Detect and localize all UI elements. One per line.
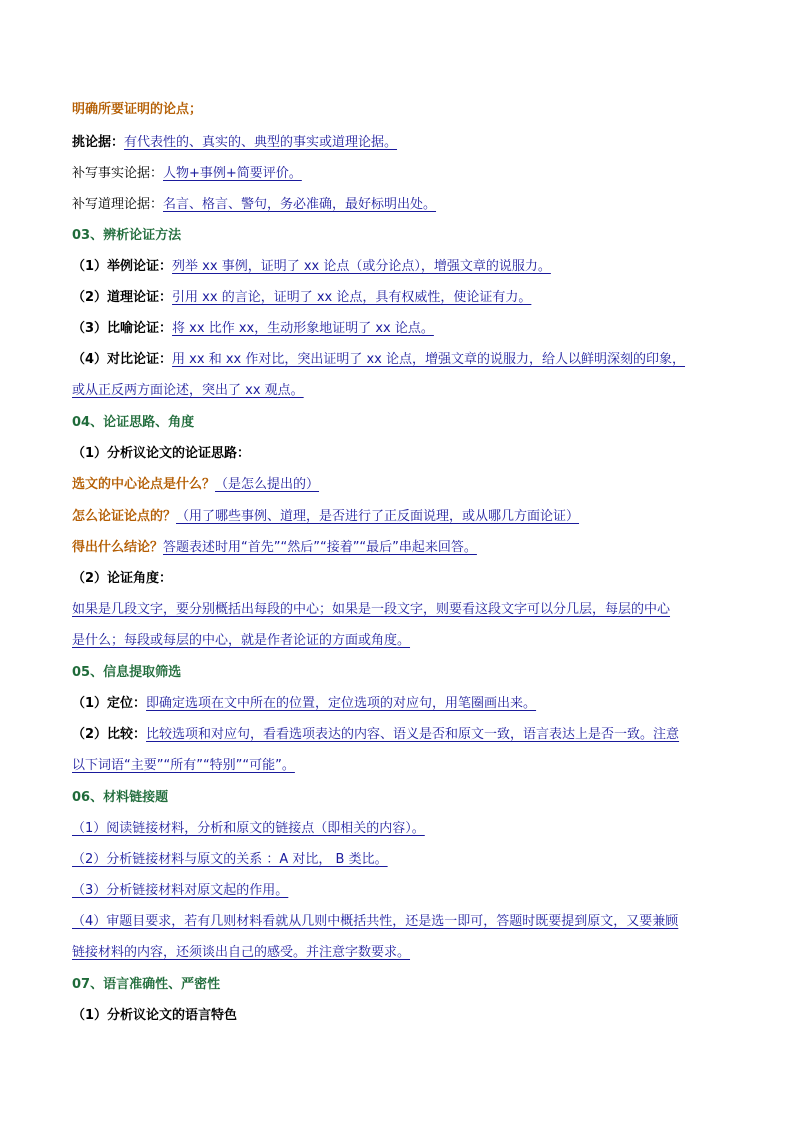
- method-1-label: （1）举例论证：: [72, 259, 173, 274]
- question-1-label: 选文的中心论点是什么？: [72, 477, 216, 492]
- choose-evidence-text: 有代表性的、真实的、典型的事实或道理论据。: [124, 135, 398, 150]
- line-reason-evidence: [72, 196, 722, 214]
- info-2-text: 比较选项和对应句，看看选项表达的内容、语义是否和原文一致，语言表达上是否一致。注意: [146, 727, 680, 742]
- question-2-label: 怎么论证论点的？: [72, 509, 177, 524]
- line-method-3: [72, 320, 722, 338]
- info-1-label: （1）定位：: [72, 696, 147, 711]
- line-info-1: [72, 695, 722, 713]
- method-4-cont-text: 或从正反两方面论述，突出了 xx 观点。: [72, 383, 304, 398]
- line-method-2: [72, 289, 722, 307]
- question-3-label: 得出什么结论？: [72, 540, 164, 555]
- line-link-1: [72, 820, 722, 838]
- method-4-label: （4）对比论证：: [72, 352, 173, 367]
- line-method-4-cont: [72, 382, 722, 400]
- line-subheading-2: [72, 570, 722, 588]
- method-1-text: 列举 xx 事例，证明了 xx 论点（或分论点），增强文章的说服力。: [172, 259, 551, 274]
- question-1-text: （是怎么提出的）: [215, 477, 320, 492]
- heading-07-text: 07、语言准确性、严密性: [72, 977, 221, 992]
- info-2-cont-text: 以下词语“主要”“所有”“特别”“可能”。: [72, 758, 295, 773]
- method-2-text: 引用 xx 的言论，证明了 xx 论点，具有权威性，使论证有力。: [172, 290, 532, 305]
- line-question-1: [72, 476, 722, 494]
- subheading-1-text: （1）分析议论文的论证思路：: [72, 446, 251, 461]
- thesis-heading: 明确所要证明的论点；: [72, 102, 203, 117]
- method-3-text: 将 xx 比作 xx，生动形象地证明了 xx 论点。: [172, 321, 434, 336]
- info-1-text: 即确定选项在文中所在的位置，定位选项的对应句，用笔圈画出来。: [146, 696, 537, 711]
- line-question-2: [72, 508, 722, 526]
- line-link-4: [72, 913, 722, 931]
- heading-04-text: 04、论证思路、角度: [72, 415, 195, 430]
- question-2-text: （用了哪些事例、道理，是否进行了正反面说理，或从哪几方面论证）: [176, 509, 580, 524]
- method-2-label: （2）道理论证：: [72, 290, 173, 305]
- reason-evidence-label: 补写道理论据：: [72, 197, 164, 212]
- line-link-2: [72, 851, 722, 869]
- subheading-2-text: （2）论证角度：: [72, 571, 173, 586]
- line-subheading-3: [72, 1007, 722, 1025]
- reason-evidence-text: 名言、格言、警句，务必准确，最好标明出处。: [163, 197, 437, 212]
- line-link-3: [72, 882, 722, 900]
- fact-evidence-text: 人物+事例+简要评价。: [163, 166, 302, 181]
- heading-05-text: 05、信息提取筛选: [72, 665, 182, 680]
- line-info-2: [72, 726, 722, 744]
- angle-para-1-text: 如果是几段文字，要分别概括出每段的中心；如果是一段文字，则要看这段文字可以分几层，每层的中心: [72, 602, 671, 617]
- line-angle-para-1: [72, 601, 722, 619]
- line-angle-para-2: [72, 632, 722, 650]
- method-4-text: 用 xx 和 xx 作对比，突出证明了 xx 论点，增强文章的说服力，给人以鲜明深刻的印象，: [172, 352, 686, 367]
- fact-evidence-label: 补写事实论据：: [72, 166, 164, 181]
- link-2-text: （2）分析链接材料与原文的关系 ：A 对比， B 类比。: [72, 852, 388, 867]
- link-1-text: （1）阅读链接材料，分析和原文的链接点（即相关的内容）。: [72, 821, 425, 836]
- info-2-label: （2）比较：: [72, 727, 147, 742]
- question-3-text: 答题表述时用“首先”“然后”“接着”“最后”串起来回答。: [163, 540, 477, 555]
- section-heading-05: [72, 664, 722, 682]
- choose-evidence-label: 挑论据：: [72, 135, 125, 150]
- line-method-1: [72, 258, 722, 276]
- heading-03-text: 03、辨析论证方法: [72, 228, 182, 243]
- line-choose-evidence: [72, 134, 722, 152]
- line-method-4: [72, 351, 722, 369]
- method-3-label: （3）比喻论证：: [72, 321, 173, 336]
- line-info-2-cont: [72, 757, 722, 775]
- heading-06-text: 06、材料链接题: [72, 790, 169, 805]
- subheading-3-text: （1）分析议论文的语言特色: [72, 1008, 238, 1023]
- section-heading-03: [72, 227, 722, 245]
- angle-para-2-text: 是什么；每段或每层的中心，就是作者论证的方面或角度。: [72, 633, 411, 648]
- section-heading-04: [72, 414, 722, 432]
- line-link-4-cont: [72, 944, 722, 962]
- line-question-3: [72, 539, 722, 557]
- line-fact-evidence: [72, 165, 722, 183]
- link-4-text: （4）审题目要求，若有几则材料看就从几则中概括共性，还是选一即可，答题时既要提到原文，又要兼顾: [72, 914, 679, 929]
- link-3-text: （3）分析链接材料对原文起的作用。: [72, 883, 289, 898]
- line-subheading-1: [72, 445, 722, 463]
- link-4-cont-text: 链接材料的内容，还须谈出自己的感受。并注意字数要求。: [72, 945, 411, 960]
- section-heading-07: [72, 976, 722, 994]
- section-heading-06: [72, 789, 722, 807]
- line-thesis: [72, 101, 722, 119]
